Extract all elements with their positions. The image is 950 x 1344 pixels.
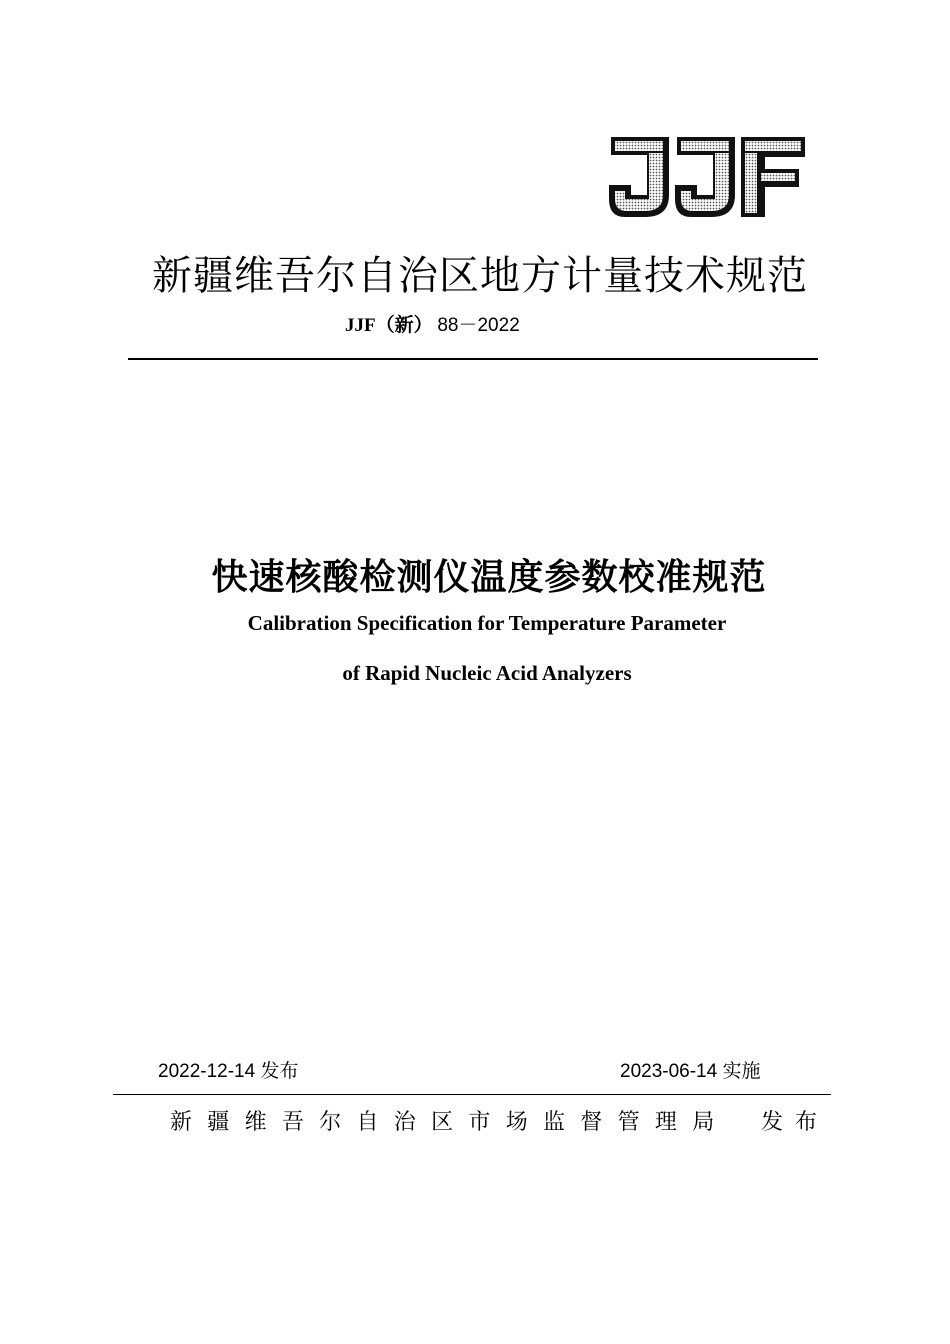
regional-standard-title: 新疆维吾尔自治区地方计量技术规范 bbox=[152, 253, 808, 299]
spec-code-number: 88－2022 bbox=[437, 315, 520, 336]
jjf-logo bbox=[607, 135, 807, 219]
implementation-date: 2023-06-14 实施 bbox=[620, 1061, 761, 1082]
footer-divider bbox=[113, 1094, 831, 1095]
header-divider bbox=[128, 358, 818, 360]
publish-label: 发布 bbox=[761, 1110, 830, 1135]
spec-code bbox=[345, 313, 520, 339]
publisher-name: 新疆维吾尔自治区市场监督管理局 bbox=[170, 1110, 730, 1135]
document-title-en-line1: Calibration Specification for Temperature Parameter bbox=[247, 611, 727, 635]
document-title-zh: 快速核酸检测仪温度参数校准规范 bbox=[211, 557, 767, 598]
issue-date: 2022-12-14 发布 bbox=[158, 1061, 299, 1082]
spec-code-prefix: JJF（新） bbox=[345, 315, 433, 336]
document-title-en-line2: of Rapid Nucleic Acid Analyzers bbox=[342, 661, 632, 685]
